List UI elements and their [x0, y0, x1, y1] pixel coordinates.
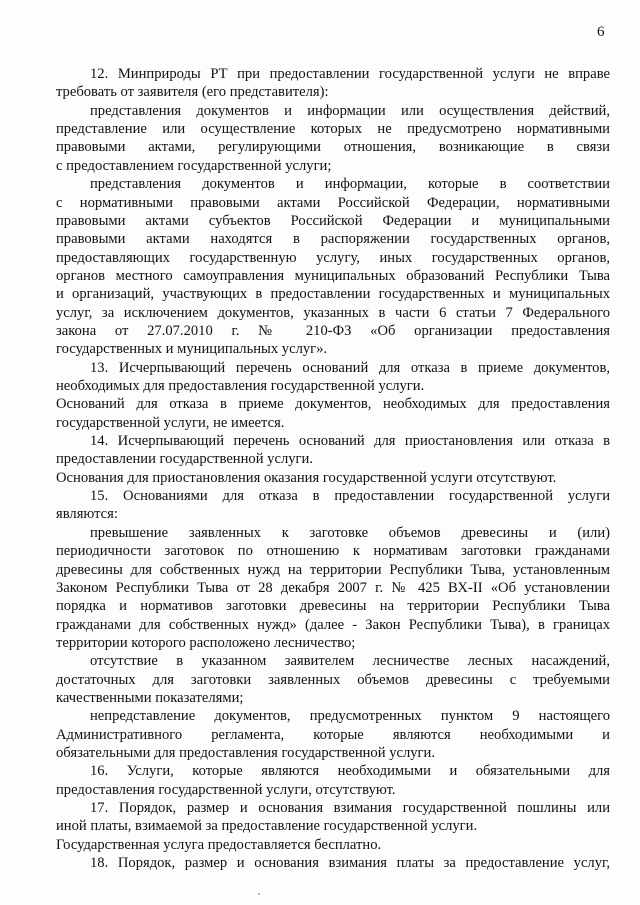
- text-line: достаточных для заготовки заявленных объемов древесины с требуемыми: [56, 671, 610, 688]
- text-line: отсутствие в указанном заявителем лесничестве лесных насаждений,: [90, 653, 610, 670]
- text-line: 18. Порядок, размер и основания взимания платы за предоставление услуг,: [90, 855, 610, 872]
- text-line: с нормативными правовыми актами Российской Федерации, нормативными: [56, 194, 610, 211]
- text-line: Основания для приостановления оказания государственной услуги отсутствуют.: [56, 469, 557, 486]
- page-number: 6: [597, 24, 605, 40]
- text-line: закона от 27.07.2010 г. № 210-ФЗ «Об организации предоставления: [56, 322, 610, 339]
- text-line: органов местного самоуправления муниципальных образований Республики Тыва: [56, 267, 610, 284]
- text-line: представление или осуществление которых не предусмотрено нормативными: [56, 121, 610, 138]
- text-line: с предоставлением государственной услуги;: [56, 157, 332, 174]
- text-line: правовыми актами, регулирующими отношения, возникающие в связи: [56, 139, 610, 156]
- text-line: требовать от заявителя (его представителя):: [56, 84, 329, 101]
- text-line: предоставления государственной услуги, отсутствуют.: [56, 781, 396, 798]
- text-line: Оснований для отказа в приеме документов, необходимых для предоставления: [56, 396, 610, 413]
- text-line: государственных и муниципальных услуг».: [56, 341, 328, 358]
- text-line: качественными показателями;: [56, 689, 244, 706]
- text-line: иной платы, взимаемой за предоставление государственной услуги.: [56, 818, 478, 835]
- text-line: услуг, за исключением документов, указанных в части 6 статьи 7 Федерального: [56, 304, 610, 321]
- text-line: правовыми актами субъектов Российской Федерации и муниципальными: [56, 212, 610, 229]
- text-line: предоставлении государственной услуги.: [56, 451, 313, 468]
- text-line: и организаций, участвующих в предоставлении государственных и муниципальных: [56, 286, 610, 303]
- text-line: являются:: [56, 506, 118, 523]
- scan-speck: [258, 893, 260, 895]
- text-line: предоставляющих государственную услугу, иных государственных органов,: [56, 249, 610, 266]
- text-line: превышение заявленных к заготовке объемов древесины и (или): [90, 524, 610, 541]
- text-line: государственной услуги, не имеется.: [56, 414, 285, 431]
- text-line: Законом Республики Тыва от 28 декабря 2007 г. № 425 ВХ-II «Об установлении: [56, 579, 610, 596]
- text-line: 15. Основаниями для отказа в предоставлении государственной услуги: [90, 488, 610, 505]
- text-line: необходимых для предоставления государственной услуги.: [56, 378, 425, 394]
- text-line: правовыми актами находятся в распоряжении государственных органов,: [56, 231, 610, 248]
- text-line: 17. Порядок, размер и основания взимания государственной пошлины или: [90, 800, 610, 816]
- text-line: представления документов и информации или осуществления действий,: [90, 102, 610, 119]
- text-line: 14. Исчерпывающий перечень оснований для приостановления или отказа в: [90, 433, 610, 449]
- text-line: непредставление документов, предусмотренных пунктом 9 настоящего: [90, 708, 610, 725]
- text-line: территории которого расположено лесничество;: [56, 634, 356, 651]
- text-line: древесины для собственных нужд на территории Республики Тыва, установленным: [56, 561, 610, 578]
- text-line: порядка и нормативов заготовки древесины на территории Республики Тыва: [56, 598, 610, 615]
- text-line: 16. Услуги, которые являются необходимыми и обязательными для: [90, 763, 610, 780]
- text-line: 12. Минприроды РТ при предоставлении государственной услуги не вправе: [90, 66, 610, 82]
- text-line: обязательными для предоставления государственной услуги.: [56, 745, 435, 761]
- text-line: периодичности заготовок по отношению к нормативам заготовки гражданами: [56, 543, 610, 560]
- text-line: Государственная услуга предоставляется бесплатно.: [56, 836, 382, 853]
- text-line: гражданами для собственных нужд» (далее - Закон Республики Тыва), в границах: [56, 616, 610, 633]
- text-line: Административного регламента, которые являются необходимыми и: [56, 726, 610, 743]
- text-line: представления документов и информации, которые в соответствии: [90, 176, 610, 193]
- text-line: 13. Исчерпывающий перечень оснований для отказа в приеме документов,: [90, 359, 610, 376]
